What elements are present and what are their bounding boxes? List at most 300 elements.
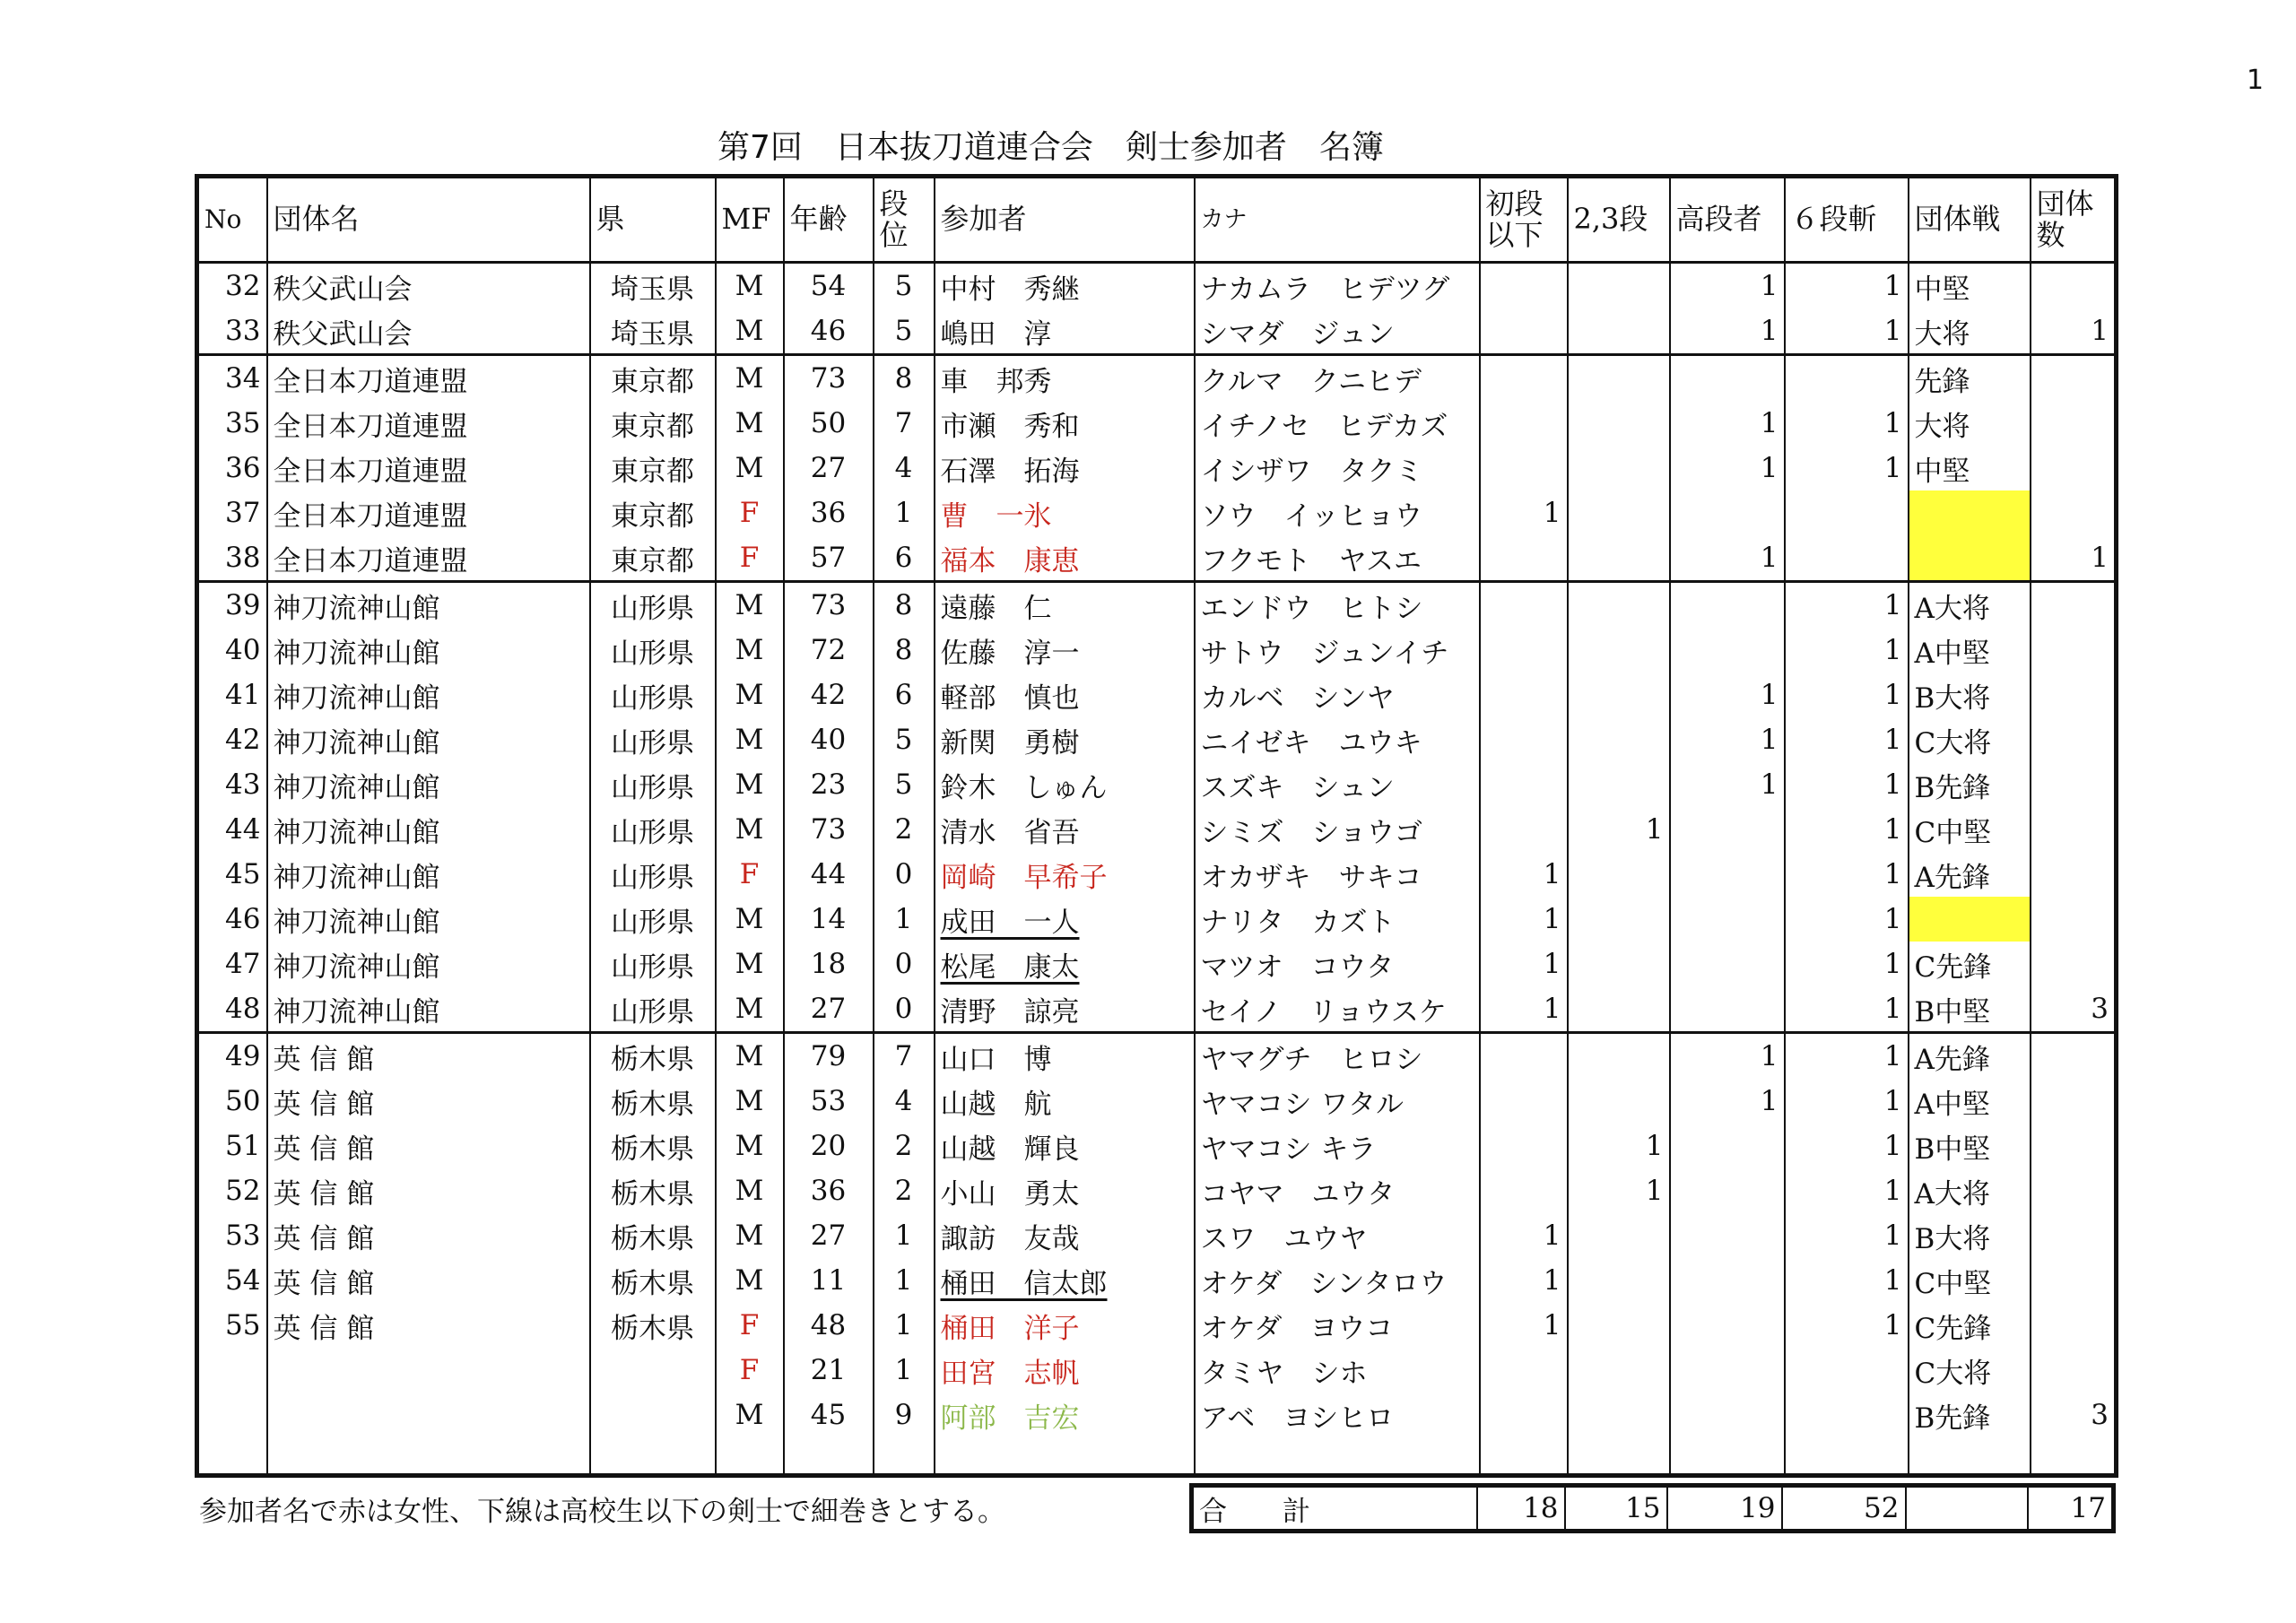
team-match-position: C大将 (1909, 1348, 2031, 1393)
participant-name: 松尾 康太 (935, 942, 1195, 986)
team-count (2031, 1033, 2117, 1080)
rank: 1 (874, 490, 935, 535)
empty-cell (267, 1437, 590, 1476)
nisan-count (1568, 1258, 1670, 1303)
kana-name: ナカムラ ヒデツグ (1195, 263, 1480, 309)
prefecture: 栃木県 (590, 1124, 716, 1168)
nisan-count (1568, 673, 1670, 717)
shodan-count (1480, 1124, 1568, 1168)
kana-name: シマダ ジュン (1195, 308, 1480, 355)
header-rokudan: ６段斬 (1785, 177, 1909, 263)
kana-name: セイノ リョウスケ (1195, 986, 1480, 1033)
kodan-count (1670, 852, 1785, 897)
table-row (197, 1393, 2117, 1437)
team-name: 神刀流神山館 (267, 807, 590, 852)
nisan-count: 1 (1568, 1168, 1670, 1213)
kana-name: アベ ヨシヒロ (1195, 1393, 1480, 1437)
row-no: 52 (197, 1168, 267, 1213)
shodan-count (1480, 263, 1568, 309)
shodan-count (1480, 1168, 1568, 1213)
nisan-count (1568, 582, 1670, 629)
mf: F (716, 535, 784, 582)
team-count: 3 (2031, 1393, 2117, 1437)
mf: M (716, 355, 784, 402)
shodan-count: 1 (1480, 852, 1568, 897)
team-count (2031, 263, 2117, 309)
team-count (2031, 446, 2117, 490)
kodan-count (1670, 1124, 1785, 1168)
rokudan-count: 1 (1785, 897, 1909, 942)
team-name: 秩父武山会 (267, 308, 590, 355)
rokudan-count: 1 (1785, 628, 1909, 673)
mf: M (716, 1168, 784, 1213)
kana-name: スワ ユウヤ (1195, 1213, 1480, 1258)
age: 14 (784, 897, 874, 942)
team-count (2031, 1258, 2117, 1303)
rank: 9 (874, 1393, 935, 1437)
team-name: 英 信 館 (267, 1033, 590, 1080)
footer-note: 参加者名で赤は女性、下線は高校生以下の剣士で細巻きとする。 (199, 1496, 1005, 1528)
total-team-match (1906, 1486, 2028, 1532)
team-match-position: A中堅 (1909, 1079, 2031, 1124)
prefecture: 山形県 (590, 582, 716, 629)
mf: M (716, 1033, 784, 1080)
team-name (267, 1393, 590, 1437)
team-count (2031, 401, 2117, 446)
participant-name: 清野 諒亮 (935, 986, 1195, 1033)
team-count (2031, 807, 2117, 852)
team-count (2031, 1124, 2117, 1168)
participant-name: 山越 航 (935, 1079, 1195, 1124)
kodan-count: 1 (1670, 717, 1785, 762)
nisan-count (1568, 986, 1670, 1033)
mf: F (716, 1348, 784, 1393)
mf: M (716, 717, 784, 762)
mf: F (716, 1303, 784, 1348)
table-spacer-row (197, 1437, 2117, 1476)
rank: 5 (874, 762, 935, 807)
row-no: 33 (197, 308, 267, 355)
mf: M (716, 582, 784, 629)
row-no: 48 (197, 986, 267, 1033)
kana-name: サトウ ジュンイチ (1195, 628, 1480, 673)
kana-name: コヤマ ユウタ (1195, 1168, 1480, 1213)
kana-name: ヤマグチ ヒロシ (1195, 1033, 1480, 1080)
table-row (197, 308, 2117, 355)
age: 44 (784, 852, 874, 897)
kana-name: ヤマコシ ワタル (1195, 1079, 1480, 1124)
shodan-count (1480, 717, 1568, 762)
participant-name: 市瀬 秀和 (935, 401, 1195, 446)
rank: 5 (874, 717, 935, 762)
empty-cell (874, 1437, 935, 1476)
rokudan-count: 1 (1785, 1079, 1909, 1124)
participant-name: 小山 勇太 (935, 1168, 1195, 1213)
age: 42 (784, 673, 874, 717)
age: 50 (784, 401, 874, 446)
nisan-count (1568, 852, 1670, 897)
empty-cell (1195, 1437, 1480, 1476)
row-no: 54 (197, 1258, 267, 1303)
mf: F (716, 490, 784, 535)
row-no: 43 (197, 762, 267, 807)
age: 73 (784, 582, 874, 629)
rank: 4 (874, 446, 935, 490)
nisan-count: 1 (1568, 807, 1670, 852)
participant-name: 諏訪 友哉 (935, 1213, 1195, 1258)
age: 20 (784, 1124, 874, 1168)
table-row (197, 717, 2117, 762)
rank: 8 (874, 628, 935, 673)
age: 53 (784, 1079, 874, 1124)
rokudan-count: 1 (1785, 582, 1909, 629)
table-row (197, 986, 2117, 1033)
mf: F (716, 852, 784, 897)
kana-name: イチノセ ヒデカズ (1195, 401, 1480, 446)
kodan-count: 1 (1670, 401, 1785, 446)
age: 21 (784, 1348, 874, 1393)
team-match-position: 先鋒 (1909, 355, 2031, 402)
prefecture: 山形県 (590, 673, 716, 717)
document-title: 第7回 日本抜刀道連合会 剣士参加者 名簿 (718, 129, 1384, 166)
participant-name: 岡崎 早希子 (935, 852, 1195, 897)
mf: M (716, 1124, 784, 1168)
kana-name: カルベ シンヤ (1195, 673, 1480, 717)
rank: 4 (874, 1079, 935, 1124)
table-row (197, 1348, 2117, 1393)
header-no: No (197, 177, 267, 263)
participant-name: 桶田 信太郎 (935, 1258, 1195, 1303)
kodan-count (1670, 897, 1785, 942)
participant-name: 田宮 志帆 (935, 1348, 1195, 1393)
header-kodan: 高段者 (1670, 177, 1785, 263)
rank: 2 (874, 1124, 935, 1168)
mf: M (716, 673, 784, 717)
rokudan-count: 1 (1785, 1258, 1909, 1303)
participant-name: 福本 康恵 (935, 535, 1195, 582)
header-team: 団体名 (267, 177, 590, 263)
team-count (2031, 582, 2117, 629)
shodan-count (1480, 308, 1568, 355)
prefecture: 東京都 (590, 535, 716, 582)
table-row (197, 263, 2117, 309)
shodan-count: 1 (1480, 490, 1568, 535)
participant-name: 鈴木 しゅん (935, 762, 1195, 807)
team-name: 全日本刀道連盟 (267, 446, 590, 490)
prefecture (590, 1393, 716, 1437)
team-match-position: B先鋒 (1909, 1393, 2031, 1437)
team-name: 英 信 館 (267, 1079, 590, 1124)
team-name: 神刀流神山館 (267, 673, 590, 717)
team-name: 全日本刀道連盟 (267, 535, 590, 582)
age: 18 (784, 942, 874, 986)
rokudan-count: 1 (1785, 1033, 1909, 1080)
kodan-count: 1 (1670, 308, 1785, 355)
team-name: 英 信 館 (267, 1258, 590, 1303)
header-kana: カナ (1195, 177, 1480, 263)
rank: 8 (874, 355, 935, 402)
team-name: 神刀流神山館 (267, 628, 590, 673)
nisan-count (1568, 1348, 1670, 1393)
table-row (197, 1303, 2117, 1348)
kodan-count: 1 (1670, 1079, 1785, 1124)
rokudan-count (1785, 355, 1909, 402)
rokudan-count: 1 (1785, 401, 1909, 446)
empty-cell (197, 1437, 267, 1476)
page-number: 1 (2246, 65, 2264, 96)
table-row (197, 535, 2117, 582)
team-match-position (1909, 490, 2031, 535)
header-team-match: 団体戦 (1909, 177, 2031, 263)
table-row (197, 446, 2117, 490)
rokudan-count (1785, 490, 1909, 535)
team-count (2031, 628, 2117, 673)
shodan-count: 1 (1480, 897, 1568, 942)
nisan-count (1568, 717, 1670, 762)
mf: M (716, 1393, 784, 1437)
rokudan-count: 1 (1785, 446, 1909, 490)
team-match-position: A大将 (1909, 1168, 2031, 1213)
shodan-count: 1 (1480, 1258, 1568, 1303)
rank: 0 (874, 852, 935, 897)
age: 54 (784, 263, 874, 309)
nisan-count (1568, 308, 1670, 355)
empty-cell (1670, 1437, 1785, 1476)
row-no: 45 (197, 852, 267, 897)
participant-name: 中村 秀継 (935, 263, 1195, 309)
team-count (2031, 673, 2117, 717)
shodan-count (1480, 1033, 1568, 1080)
shodan-count: 1 (1480, 986, 1568, 1033)
team-count: 1 (2031, 308, 2117, 355)
rokudan-count: 1 (1785, 1213, 1909, 1258)
kana-name: フクモト ヤスエ (1195, 535, 1480, 582)
kodan-count (1670, 1348, 1785, 1393)
table-row (197, 1168, 2117, 1213)
row-no (197, 1348, 267, 1393)
shodan-count (1480, 535, 1568, 582)
kodan-count: 1 (1670, 762, 1785, 807)
team-match-position: B先鋒 (1909, 762, 2031, 807)
participant-name: 新関 勇樹 (935, 717, 1195, 762)
nisan-count (1568, 446, 1670, 490)
kodan-count (1670, 942, 1785, 986)
participant-name: 桶田 洋子 (935, 1303, 1195, 1348)
prefecture: 東京都 (590, 401, 716, 446)
shodan-count (1480, 446, 1568, 490)
kana-name: クルマ クニヒデ (1195, 355, 1480, 402)
team-match-position: A先鋒 (1909, 1033, 2031, 1080)
shodan-count (1480, 355, 1568, 402)
rank: 0 (874, 986, 935, 1033)
team-match-position: C中堅 (1909, 1258, 2031, 1303)
team-count (2031, 717, 2117, 762)
prefecture (590, 1348, 716, 1393)
team-name: 英 信 館 (267, 1213, 590, 1258)
mf: M (716, 401, 784, 446)
rank: 5 (874, 263, 935, 309)
mf: M (716, 1079, 784, 1124)
rank: 1 (874, 897, 935, 942)
participant-name: 山越 輝良 (935, 1124, 1195, 1168)
rokudan-count (1785, 1348, 1909, 1393)
row-no: 35 (197, 401, 267, 446)
header-pref: 県 (590, 177, 716, 263)
team-name: 全日本刀道連盟 (267, 355, 590, 402)
kodan-count (1670, 1213, 1785, 1258)
prefecture: 東京都 (590, 355, 716, 402)
rokudan-count: 1 (1785, 986, 1909, 1033)
mf: M (716, 762, 784, 807)
team-match-position: 中堅 (1909, 263, 2031, 309)
team-name: 秩父武山会 (267, 263, 590, 309)
rokudan-count: 1 (1785, 942, 1909, 986)
prefecture: 栃木県 (590, 1213, 716, 1258)
participant-name: 石澤 拓海 (935, 446, 1195, 490)
prefecture: 東京都 (590, 490, 716, 535)
kodan-count (1670, 355, 1785, 402)
rank: 8 (874, 582, 935, 629)
team-match-position (1909, 897, 2031, 942)
team-match-position: 大将 (1909, 308, 2031, 355)
participant-name: 山口 博 (935, 1033, 1195, 1080)
kodan-count: 1 (1670, 1033, 1785, 1080)
kana-name: ヤマコシ キラ (1195, 1124, 1480, 1168)
participant-name: 成田 一人 (935, 897, 1195, 942)
nisan-count (1568, 1303, 1670, 1348)
kodan-count: 1 (1670, 263, 1785, 309)
team-match-position: B大将 (1909, 1213, 2031, 1258)
prefecture: 山形県 (590, 852, 716, 897)
team-name: 神刀流神山館 (267, 717, 590, 762)
row-no: 47 (197, 942, 267, 986)
mf: M (716, 897, 784, 942)
mf: M (716, 942, 784, 986)
team-match-position: B中堅 (1909, 986, 2031, 1033)
prefecture: 山形県 (590, 762, 716, 807)
age: 11 (784, 1258, 874, 1303)
team-match-position: B中堅 (1909, 1124, 2031, 1168)
rokudan-count (1785, 535, 1909, 582)
empty-cell (1480, 1437, 1568, 1476)
kodan-count (1670, 582, 1785, 629)
rokudan-count: 1 (1785, 308, 1909, 355)
empty-cell (1909, 1437, 2031, 1476)
kodan-count: 1 (1670, 535, 1785, 582)
roster-body (197, 263, 2117, 1476)
rank: 5 (874, 308, 935, 355)
nisan-count (1568, 401, 1670, 446)
table-row (197, 490, 2117, 535)
rank: 2 (874, 1168, 935, 1213)
table-row (197, 628, 2117, 673)
kana-name: マツオ コウタ (1195, 942, 1480, 986)
shodan-count (1480, 807, 1568, 852)
age: 57 (784, 535, 874, 582)
team-count (2031, 355, 2117, 402)
team-name: 神刀流神山館 (267, 986, 590, 1033)
mf: M (716, 308, 784, 355)
team-match-position (1909, 535, 2031, 582)
header-age: 年齢 (784, 177, 874, 263)
team-match-position: C中堅 (1909, 807, 2031, 852)
rank: 7 (874, 401, 935, 446)
kodan-count (1670, 490, 1785, 535)
kana-name: ソウ イッヒョウ (1195, 490, 1480, 535)
shodan-count (1480, 1079, 1568, 1124)
age: 27 (784, 1213, 874, 1258)
team-count (2031, 1303, 2117, 1348)
mf: M (716, 1258, 784, 1303)
team-name: 神刀流神山館 (267, 897, 590, 942)
prefecture: 山形県 (590, 942, 716, 986)
team-name: 神刀流神山館 (267, 942, 590, 986)
table-row (197, 673, 2117, 717)
team-match-position: A大将 (1909, 582, 2031, 629)
kana-name: オカザキ サキコ (1195, 852, 1480, 897)
rokudan-count: 1 (1785, 852, 1909, 897)
prefecture: 栃木県 (590, 1303, 716, 1348)
shodan-count: 1 (1480, 1303, 1568, 1348)
team-match-position: C先鋒 (1909, 942, 2031, 986)
team-count (2031, 1079, 2117, 1124)
header-team-count: 団体数 (2031, 177, 2117, 263)
team-count (2031, 1213, 2117, 1258)
team-name: 全日本刀道連盟 (267, 490, 590, 535)
team-count (2031, 942, 2117, 986)
nisan-count (1568, 1079, 1670, 1124)
rank: 2 (874, 807, 935, 852)
prefecture: 山形県 (590, 717, 716, 762)
age: 40 (784, 717, 874, 762)
header-row (197, 177, 2117, 263)
prefecture: 栃木県 (590, 1258, 716, 1303)
table-row (197, 942, 2117, 986)
team-name: 神刀流神山館 (267, 762, 590, 807)
row-no: 41 (197, 673, 267, 717)
participant-name: 清水 省吾 (935, 807, 1195, 852)
prefecture: 栃木県 (590, 1033, 716, 1080)
participant-name: 阿部 吉宏 (935, 1393, 1195, 1437)
team-match-position: B大将 (1909, 673, 2031, 717)
kana-name: オケダ ヨウコ (1195, 1303, 1480, 1348)
kana-name: イシザワ タクミ (1195, 446, 1480, 490)
total-kodan: 19 (1667, 1486, 1782, 1532)
team-name: 英 信 館 (267, 1168, 590, 1213)
team-count: 1 (2031, 535, 2117, 582)
empty-cell (590, 1437, 716, 1476)
team-count (2031, 1348, 2117, 1393)
kodan-count (1670, 1393, 1785, 1437)
participant-name: 遠藤 仁 (935, 582, 1195, 629)
empty-cell (935, 1437, 1195, 1476)
row-no: 55 (197, 1303, 267, 1348)
prefecture: 東京都 (590, 446, 716, 490)
empty-cell (784, 1437, 874, 1476)
kana-name: シミズ ショウゴ (1195, 807, 1480, 852)
age: 73 (784, 355, 874, 402)
totals-label: 合 計 (1199, 1495, 1310, 1528)
nisan-count (1568, 490, 1670, 535)
shodan-count: 1 (1480, 1213, 1568, 1258)
header-nisan: 2,3段 (1568, 177, 1670, 263)
age: 73 (784, 807, 874, 852)
nisan-count (1568, 535, 1670, 582)
team-match-position: C先鋒 (1909, 1303, 2031, 1348)
totals-table (1189, 1483, 2116, 1533)
prefecture: 埼玉県 (590, 308, 716, 355)
prefecture: 栃木県 (590, 1168, 716, 1213)
